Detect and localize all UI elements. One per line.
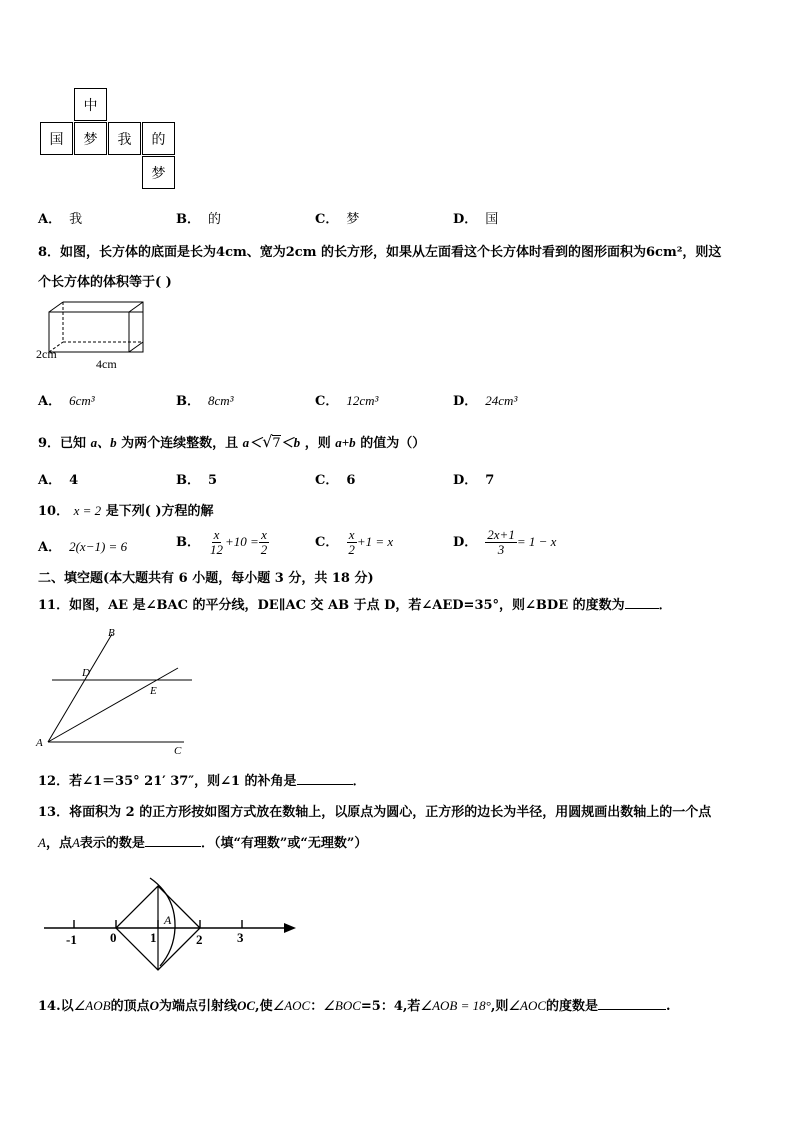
- q7-option-a[interactable]: A． 我: [38, 212, 83, 227]
- label-c: C: [174, 745, 182, 757]
- q10-text: 10． x = 2 是下列( )方程的解: [38, 503, 214, 519]
- axis-label-3: 3: [237, 930, 244, 945]
- q12-answer-blank[interactable]: [297, 784, 353, 785]
- angle-bisector-figure: [34, 622, 198, 760]
- axis-label-0: 0: [110, 930, 117, 945]
- q13-answer-blank[interactable]: [145, 846, 201, 847]
- q8-text-line2: 个长方体的体积等于( ): [38, 275, 172, 290]
- axis-label-1: 1: [150, 930, 157, 945]
- net-cell-meng: 梦: [74, 122, 107, 155]
- axis-label-neg1: -1: [66, 932, 77, 947]
- q10-option-d[interactable]: D． $\frac{2x+1}{3}$ = 1 − x: [453, 527, 557, 557]
- q9-text: 9．已知 a、b 为两个连续整数，且 a＜√7＜b ，则 a+b 的值为（）: [38, 432, 426, 451]
- q9-option-c[interactable]: C． 6: [315, 473, 356, 488]
- cuboid-length-label: 4cm: [96, 357, 117, 371]
- net-cell-wo: 我: [108, 122, 141, 155]
- cuboid-width-label: 2cm: [36, 347, 57, 361]
- q8-option-b[interactable]: B． 8cm³: [176, 393, 234, 409]
- q7-option-d[interactable]: D． 国: [453, 212, 499, 227]
- q11-text: 11．如图，AE 是∠BAC 的平分线，DE∥AC 交 AB 于点 D，若∠AED=35°，则∠BDE 的度数为 ．: [38, 598, 672, 613]
- q14-answer-blank[interactable]: [598, 1009, 666, 1010]
- q10-option-b[interactable]: B． $\frac{x}{12}$ +10 = $\frac{x}{2}$: [176, 527, 268, 557]
- net-cell-de: 的: [142, 122, 175, 155]
- label-b: B: [108, 627, 115, 639]
- q12-text: 12．若∠1＝35° 21′ 37″，则∠1 的补角是 ．: [38, 774, 366, 789]
- q10-option-a[interactable]: A． 2(x−1) = 6: [38, 539, 128, 555]
- q7-option-c[interactable]: C． 梦: [315, 212, 360, 227]
- q8-option-a[interactable]: A． 6cm³: [38, 393, 95, 409]
- sqrt-sign: √: [262, 432, 273, 451]
- cuboid-figure: [36, 300, 156, 376]
- q14-text: 14.以∠AOB的顶点O为端点引射线OC,使∠AOC：∠BOC=5：4,若∠AOB = 18°,则∠AOC的度数是 .: [38, 998, 671, 1014]
- label-e: E: [150, 685, 157, 697]
- axis-label-2: 2: [196, 932, 203, 947]
- net-cell-guo: 国: [40, 122, 73, 155]
- q9-option-b[interactable]: B． 5: [176, 473, 218, 488]
- number-line-figure: [38, 868, 300, 974]
- label-a: A: [36, 737, 43, 749]
- label-d: D: [82, 667, 90, 679]
- q13-text-line1: 13．将面积为 2 的正方形按如图方式放在数轴上，以原点为圆心，正方形的边长为半径，用圆规画出数轴上的一个点: [38, 805, 712, 820]
- q7-option-b[interactable]: B． 的: [176, 212, 222, 227]
- q9-option-d[interactable]: D． 7: [453, 473, 495, 488]
- q13-text-line2: A，点A表示的数是 ．（填“有理数”或“无理数”）: [38, 835, 368, 851]
- q8-text-line1: 8．如图，长方体的底面是长为4cm、宽为2cm 的长方形，如果从左面看这个长方体时看到的图形面积为6cm²，则这: [38, 245, 722, 260]
- point-a-label: A: [164, 913, 172, 927]
- section-2-heading: 二、填空题(本大题共有 6 小题，每小题 3 分，共 18 分): [38, 571, 374, 586]
- q10-option-c[interactable]: C． $\frac{x}{2}$ +1 = x: [315, 527, 394, 557]
- q8-option-c[interactable]: C． 12cm³: [315, 393, 379, 409]
- net-cell-zhong: 中: [74, 88, 107, 121]
- q8-option-d[interactable]: D． 24cm³: [453, 393, 518, 409]
- q9-option-a[interactable]: A． 4: [38, 473, 79, 488]
- net-cell-meng-2: 梦: [142, 156, 175, 189]
- q11-answer-blank[interactable]: [625, 608, 659, 609]
